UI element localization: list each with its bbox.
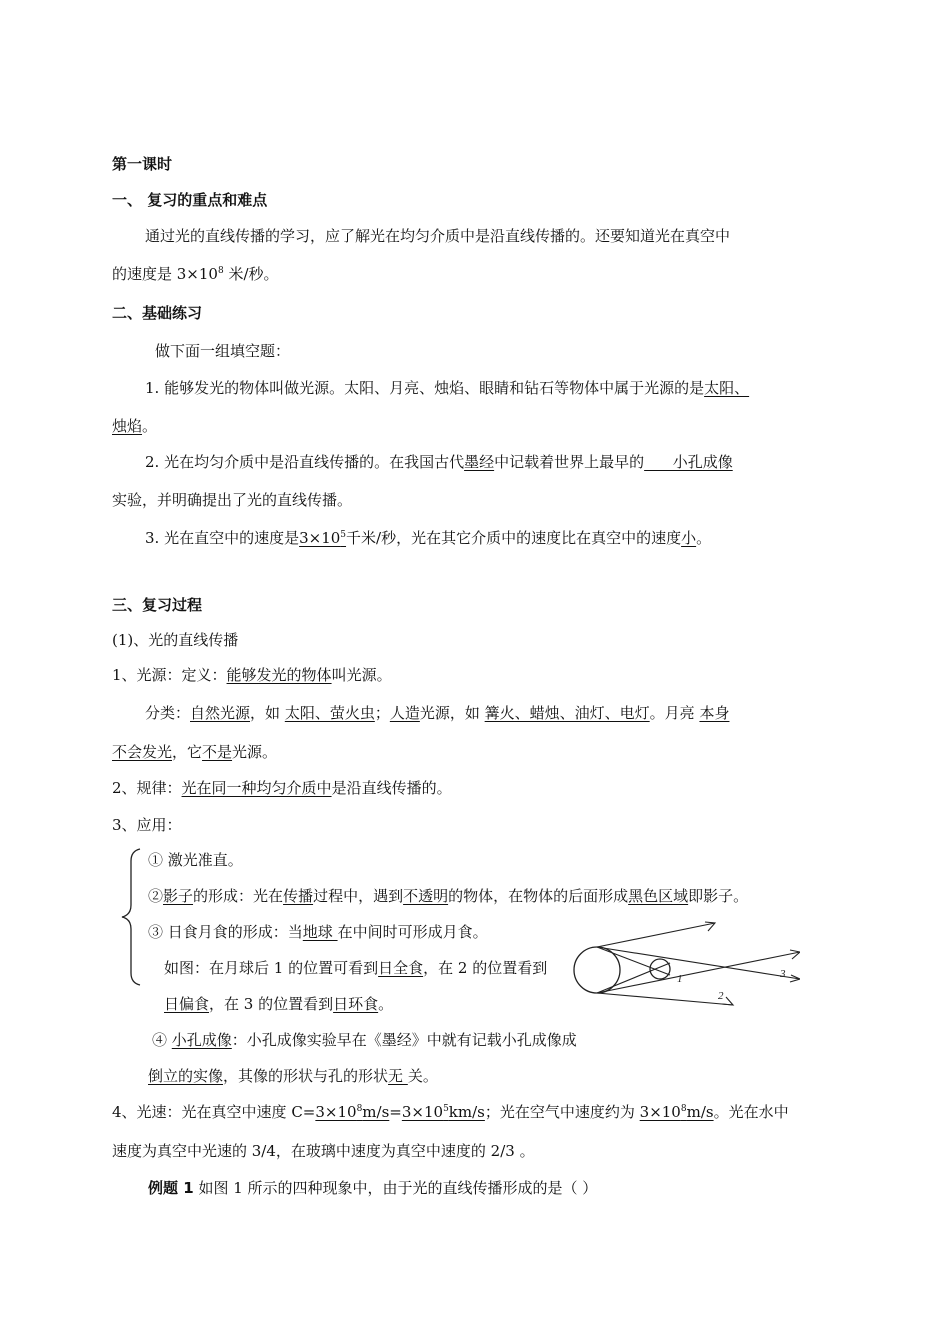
position-label-2: 2: [718, 990, 724, 1002]
section-heading-2: 二、基础练习: [112, 304, 203, 322]
light-source-types: 分类：自然光源，如 太阳、萤火虫；人造光源，如 篝火、蜡烛、油灯、电灯。月亮 本身: [145, 704, 730, 722]
light-source-types-cont: 不会发光，它不是光源。: [112, 743, 278, 761]
question-3: 3. 光在直空中的速度是$3\times 10^5$千米/秒，光在其它介质中的速度比在真空中的速度小。: [145, 529, 712, 547]
section-heading-1: 一、 复习的重点和难点: [112, 191, 268, 209]
paragraph: 通过光的直线传播的学习，应了解光在均匀介质中是沿直线传播的。还要知道光在真空中: [145, 227, 731, 245]
application-4: ④ 小孔成像：小孔成像实验早在《墨经》中就有记载小孔成像成: [152, 1031, 577, 1049]
example-1: 例题 1 如图 1 所示的四种现象中，由于光的直线传播形成的是（ ）: [148, 1179, 598, 1197]
question-1: 1. 能够发光的物体叫做光源。太阳、月亮、烛焰、眼睛和钻石等物体中属于光源的是太阳、: [145, 379, 750, 397]
light-speed: 4、光速：光在真空中速度 $C=3\times 10^8m/s=3\times 10^5km/s$；光在空气中速度约为 $3\times 10^8m/s$。光在水中: [112, 1103, 789, 1121]
application-3: ③ 日食月食的形成：当地球 在中间时可形成月食。: [148, 923, 488, 941]
eclipse-explain-cont: 日偏食，在 3 的位置看到日环食。: [164, 995, 394, 1013]
question-1-cont: 烛焰。: [112, 417, 158, 435]
lesson-title: 第一课时: [112, 155, 173, 173]
position-label-1: 1: [677, 973, 683, 985]
question-2: 2. 光在均匀介质中是沿直线传播的。在我国古代墨经中记载着世界上最早的 小孔成像: [145, 453, 733, 471]
subsection-heading: (1)、光的直线传播: [112, 631, 239, 649]
applications-heading: 3、应用：: [112, 816, 182, 834]
curly-brace: [118, 847, 148, 987]
paragraph: 的速度是 $3\times 10^8$ 米/秒。: [112, 265, 279, 283]
application-2: ②影子的形成：光在传播过程中，遇到不透明的物体，在物体的后面形成黑色区域即影子。: [148, 887, 749, 905]
application-1: ① 激光准直。: [148, 851, 243, 869]
position-label-3: 3: [780, 968, 786, 980]
application-4-cont: 倒立的实像，其像的形状与孔的形状无 关。: [148, 1067, 438, 1085]
question-2-cont: 实验，并明确提出了光的直线传播。: [112, 491, 353, 509]
light-speed-cont: 速度为真空中光速的 3/4，在玻璃中速度为真空中速度的 2/3 。: [112, 1142, 535, 1160]
section-heading-3: 三、复习过程: [112, 596, 203, 614]
exercise-intro: 做下面一组填空题：: [155, 342, 291, 360]
light-source-def: 1、光源：定义：能够发光的物体叫光源。: [112, 666, 392, 684]
eclipse-explain: 如图：在月球后 1 的位置可看到日全食，在 2 的位置看到: [164, 959, 548, 977]
rule: 2、规律：光在同一种均匀介质中是沿直线传播的。: [112, 779, 452, 797]
eclipse-diagram: [560, 920, 800, 1030]
